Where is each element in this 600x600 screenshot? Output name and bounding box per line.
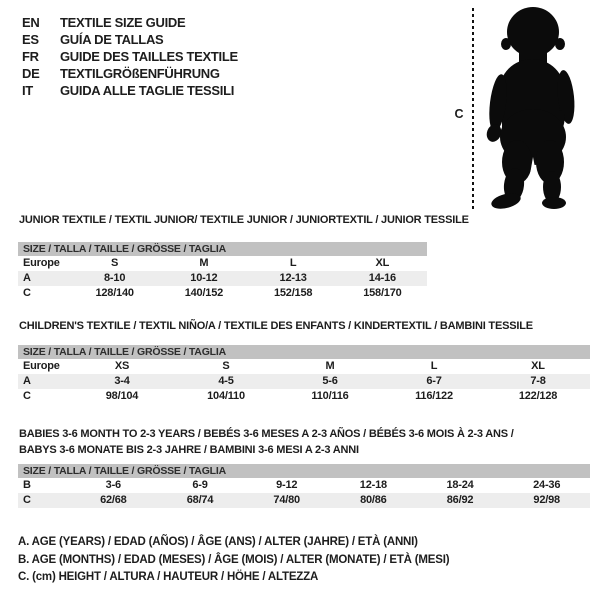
row-label: C — [23, 494, 31, 506]
table-cell: 3-4 — [114, 375, 130, 387]
section-title-line: BABYS 3-6 MONATE BIS 2-3 JAHRE / BAMBINI 3-6 MESI A 2-3 ANNI — [19, 444, 359, 456]
footnote-line: B. AGE (MONTHS) / EDAD (MESES) / ÂGE (MOIS) / ALTER (MONATE) / ETÀ (MESI) — [18, 553, 450, 566]
row-label: Europe — [23, 257, 60, 269]
language-title: GUIDE DES TAILLES TEXTILE — [60, 49, 238, 64]
table-cell: XS — [114, 360, 130, 372]
language-list — [22, 14, 238, 99]
table-body — [18, 359, 590, 404]
table-cell: 10-12 — [190, 272, 218, 284]
babies-section-title — [19, 426, 514, 458]
toddler-silhouette-image — [486, 7, 580, 209]
table-cell: 7-8 — [530, 375, 546, 387]
size-header-bar: SIZE / TALLA / TAILLE / GRÖSSE / TAGLIA — [18, 345, 590, 359]
table-row — [18, 493, 590, 508]
table-cell: 12-13 — [279, 272, 307, 284]
language-title: GUÍA DE TALLAS — [60, 32, 164, 47]
language-code: FR — [22, 49, 39, 64]
table-cell: S — [222, 360, 230, 372]
section-title-line: BABIES 3-6 MONTH TO 2-3 YEARS / BEBÉS 3-6 MESES A 2-3 AÑOS / BÉBÉS 3-6 MOIS À 2-3 ANS / — [19, 428, 514, 440]
table-cell: S — [111, 257, 119, 269]
language-row — [22, 14, 238, 31]
table-row — [18, 374, 590, 389]
table-cell: 104/110 — [207, 390, 245, 402]
language-code: EN — [22, 15, 40, 30]
table-body — [18, 478, 590, 508]
table-cell: 6-7 — [426, 375, 442, 387]
language-title: TEXTILE SIZE GUIDE — [60, 15, 186, 30]
size-header-bar: SIZE / TALLA / TAILLE / GRÖSSE / TAGLIA — [18, 242, 427, 256]
table-cell: L — [430, 360, 438, 372]
table-cell: 68/74 — [186, 494, 214, 506]
table-cell: M — [325, 360, 335, 372]
table-cell: 14-16 — [368, 272, 396, 284]
table-cell: 9-12 — [276, 479, 298, 491]
children-section-title — [19, 318, 533, 334]
size-header-bar: SIZE / TALLA / TAILLE / GRÖSSE / TAGLIA — [18, 464, 590, 478]
section-title-line: JUNIOR TEXTILE / TEXTIL JUNIOR/ TEXTILE JUNIOR / JUNIORTEXTIL / JUNIOR TESSILE — [19, 214, 469, 226]
row-label: B — [23, 479, 31, 491]
language-row — [22, 65, 238, 82]
table-cell: 74/80 — [273, 494, 300, 506]
table-cell: XL — [531, 360, 545, 372]
language-code: DE — [22, 66, 40, 81]
table-cell: 116/122 — [415, 390, 453, 402]
children-size-table — [18, 345, 590, 404]
table-cell: 128/140 — [95, 287, 134, 299]
table-cell: 140/152 — [184, 287, 224, 299]
junior-section-title — [19, 212, 469, 228]
table-cell: 8-10 — [104, 272, 126, 284]
language-code: IT — [22, 83, 33, 98]
footnotes — [18, 534, 449, 587]
language-row — [22, 31, 238, 48]
table-cell: 158/170 — [363, 287, 402, 299]
table-body — [18, 256, 427, 301]
table-cell: 24-36 — [533, 479, 561, 491]
row-label: C — [23, 390, 31, 402]
table-cell: XL — [375, 257, 390, 269]
table-cell: 3-6 — [105, 479, 121, 491]
table-cell: 92/98 — [533, 494, 560, 506]
babies-size-table — [18, 464, 590, 508]
table-row — [18, 256, 427, 271]
table-cell: 110/116 — [311, 390, 349, 402]
footnote-line: A. AGE (YEARS) / EDAD (AÑOS) / ÂGE (ANS) / ALTER (JAHRE) / ETÀ (ANNI) — [18, 536, 418, 548]
row-label: C — [23, 287, 31, 299]
language-title: GUIDA ALLE TAGLIE TESSILI — [60, 83, 235, 98]
table-cell: 62/68 — [100, 494, 127, 506]
table-cell: 86/92 — [446, 494, 474, 506]
row-label: Europe — [23, 360, 60, 372]
table-row — [18, 359, 590, 374]
table-cell: L — [289, 257, 297, 269]
height-dotted-line — [472, 8, 474, 209]
language-code: ES — [22, 32, 39, 47]
table-row — [18, 478, 590, 493]
table-cell: 4-5 — [218, 375, 234, 387]
table-row — [18, 286, 427, 301]
section-title-line: CHILDREN'S TEXTILE / TEXTIL NIÑO/A / TEXTILE DES ENFANTS / KINDERTEXTIL / BAMBINI TESSILE — [19, 320, 533, 332]
row-label: A — [23, 375, 31, 387]
table-cell: 5-6 — [322, 375, 338, 387]
table-cell: 98/104 — [105, 390, 139, 402]
table-cell: 6-9 — [192, 479, 208, 491]
table-row — [18, 271, 427, 286]
table-cell: 122/128 — [518, 390, 558, 402]
junior-size-table — [18, 242, 427, 301]
table-cell: 152/158 — [273, 287, 313, 299]
table-cell: M — [199, 257, 209, 269]
table-row — [18, 389, 590, 404]
footnote-line: C. (cm) HEIGHT / ALTURA / HAUTEUR / HÖHE / ALTEZZA — [18, 571, 319, 583]
row-label: A — [23, 272, 31, 284]
language-title: TEXTILGRÖßENFÜHRUNG — [60, 66, 220, 81]
height-c-label: C — [454, 107, 464, 121]
language-row — [22, 82, 238, 99]
table-cell: 80/86 — [360, 494, 387, 506]
table-cell: 12-18 — [359, 479, 387, 491]
language-row — [22, 48, 238, 65]
table-cell: 18-24 — [446, 479, 474, 491]
